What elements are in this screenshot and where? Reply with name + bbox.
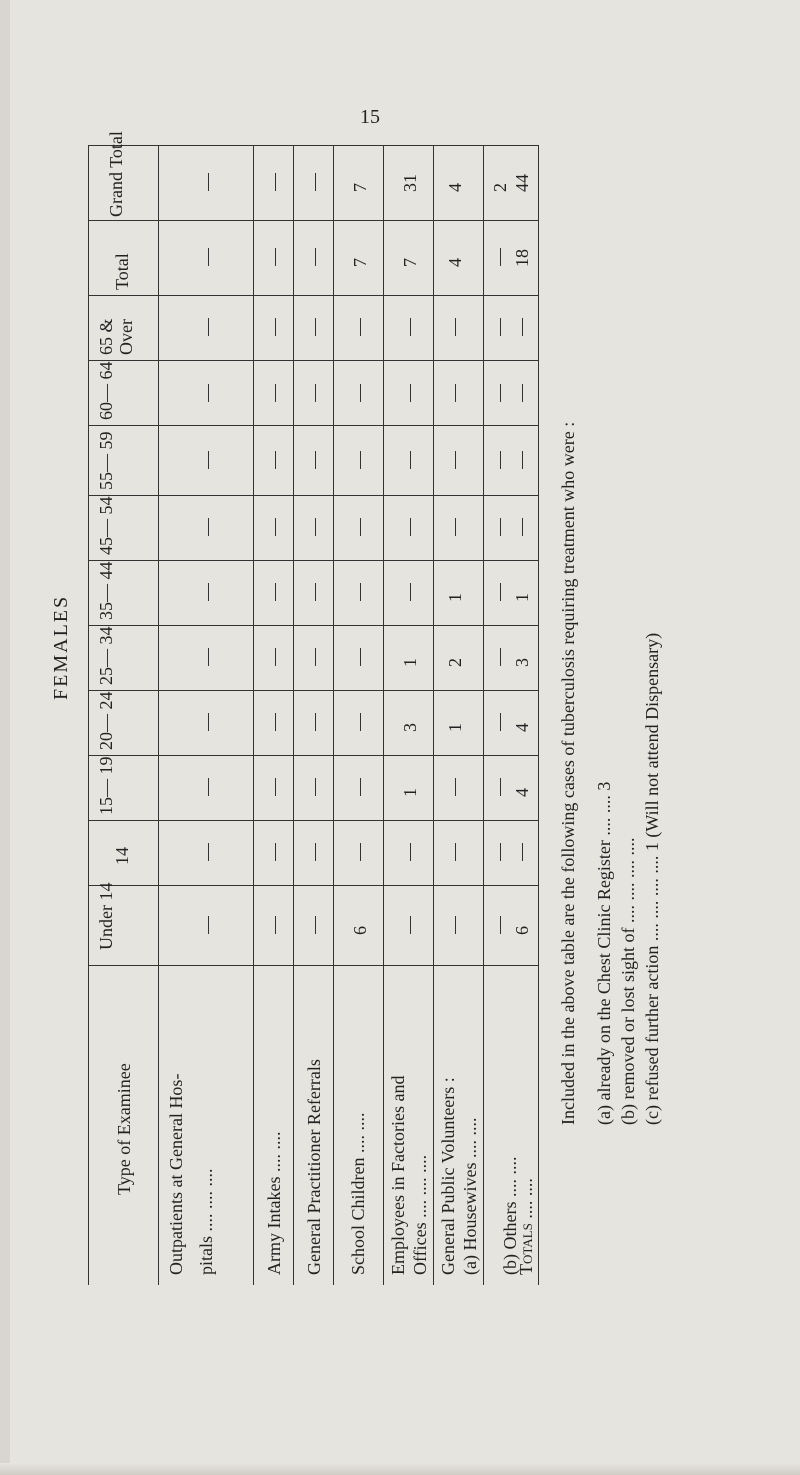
table-rule (88, 220, 538, 221)
empty-cell-dash (500, 248, 501, 266)
empty-cell-dash (315, 648, 316, 666)
table-rule (88, 145, 89, 1285)
empty-cell-dash (208, 451, 209, 469)
table-rule (538, 145, 539, 1285)
empty-cell-dash (410, 583, 411, 601)
empty-cell-dash (455, 318, 456, 336)
empty-cell-dash (208, 778, 209, 796)
empty-cell-dash (500, 713, 501, 731)
empty-cell-dash (360, 843, 361, 861)
empty-cell-dash (315, 583, 316, 601)
empty-cell-dash (522, 451, 523, 469)
table-rule (333, 145, 334, 1285)
table-rule (88, 145, 538, 146)
table-rule (88, 360, 538, 361)
empty-cell-dash (315, 713, 316, 731)
empty-cell-dash (208, 648, 209, 666)
empty-cell-dash (500, 384, 501, 402)
empty-cell-dash (275, 451, 276, 469)
empty-cell-dash (275, 916, 276, 934)
empty-cell-dash (315, 248, 316, 266)
empty-cell-dash (410, 518, 411, 536)
empty-cell-dash (208, 843, 209, 861)
empty-cell-dash (455, 778, 456, 796)
empty-cell-dash (500, 648, 501, 666)
empty-cell-dash (360, 583, 361, 601)
empty-cell-dash (208, 384, 209, 402)
empty-cell-dash (360, 384, 361, 402)
table-rule (88, 495, 538, 496)
empty-cell-dash (410, 318, 411, 336)
empty-cell-dash (315, 173, 316, 191)
empty-cell-dash (500, 583, 501, 601)
table-rule (88, 965, 538, 966)
empty-cell-dash (208, 518, 209, 536)
empty-cell-dash (522, 384, 523, 402)
empty-cell-dash (275, 248, 276, 266)
empty-cell-dash (500, 318, 501, 336)
empty-cell-dash (410, 451, 411, 469)
empty-cell-dash (455, 384, 456, 402)
empty-cell-dash (360, 713, 361, 731)
empty-cell-dash (315, 843, 316, 861)
empty-cell-dash (455, 843, 456, 861)
empty-cell-dash (275, 384, 276, 402)
empty-cell-dash (275, 318, 276, 336)
table-rule (88, 885, 538, 886)
empty-cell-dash (275, 518, 276, 536)
empty-cell-dash (360, 778, 361, 796)
table-rule (88, 560, 538, 561)
empty-cell-dash (275, 843, 276, 861)
table-rule (293, 145, 294, 1285)
empty-cell-dash (500, 916, 501, 934)
table-rule (88, 755, 538, 756)
empty-cell-dash (315, 916, 316, 934)
table-rule (88, 820, 538, 821)
table-rule (433, 145, 434, 1285)
empty-cell-dash (360, 518, 361, 536)
empty-cell-dash (315, 778, 316, 796)
empty-cell-dash (410, 843, 411, 861)
table-rule (483, 145, 484, 1285)
empty-cell-dash (208, 318, 209, 336)
empty-cell-dash (455, 518, 456, 536)
age-table: Grand Total Total 65 & Over 60— 64 55— 59 45— 54 35— 44 25— 34 20— 24 15— 19 14 Under 14 Type of Examinee Outpatients at General Hos- pitals .... .... .... Army Intakes .... .... General Practitioner Referrals School Children .... .... Employees in Factories and Offices .... .... .... General Public Volunteers : (a) Housewives .... .... (b) Others .... .... Totals .... .... 6 7 7 1 3 1 7 31 1 2 1 4 4 2 6 4 4 3 1 18 44 (88, 145, 538, 1285)
table-rule (88, 690, 538, 691)
scan-shadow (0, 1463, 800, 1475)
empty-cell-dash (500, 518, 501, 536)
empty-cell-dash (360, 318, 361, 336)
empty-cell-dash (275, 173, 276, 191)
empty-cell-dash (208, 713, 209, 731)
empty-cell-dash (315, 384, 316, 402)
table-rule (383, 145, 384, 1285)
table-rule (158, 145, 159, 1285)
empty-cell-dash (455, 451, 456, 469)
scan-edge (0, 0, 10, 1475)
empty-cell-dash (208, 248, 209, 266)
empty-cell-dash (315, 518, 316, 536)
empty-cell-dash (410, 916, 411, 934)
empty-cell-dash (522, 318, 523, 336)
empty-cell-dash (360, 648, 361, 666)
table-rule (88, 295, 538, 296)
empty-cell-dash (410, 384, 411, 402)
empty-cell-dash (315, 451, 316, 469)
empty-cell-dash (275, 713, 276, 731)
empty-cell-dash (208, 583, 209, 601)
table-rule (88, 625, 538, 626)
empty-cell-dash (208, 916, 209, 934)
table-rule (88, 425, 538, 426)
empty-cell-dash (500, 451, 501, 469)
empty-cell-dash (275, 648, 276, 666)
empty-cell-dash (522, 518, 523, 536)
empty-cell-dash (275, 583, 276, 601)
table-rule (253, 145, 254, 1285)
empty-cell-dash (275, 778, 276, 796)
empty-cell-dash (455, 916, 456, 934)
empty-cell-dash (500, 843, 501, 861)
empty-cell-dash (208, 173, 209, 191)
empty-cell-dash (500, 778, 501, 796)
empty-cell-dash (522, 843, 523, 861)
empty-cell-dash (360, 451, 361, 469)
empty-cell-dash (315, 318, 316, 336)
page-number: 15 (360, 106, 380, 128)
